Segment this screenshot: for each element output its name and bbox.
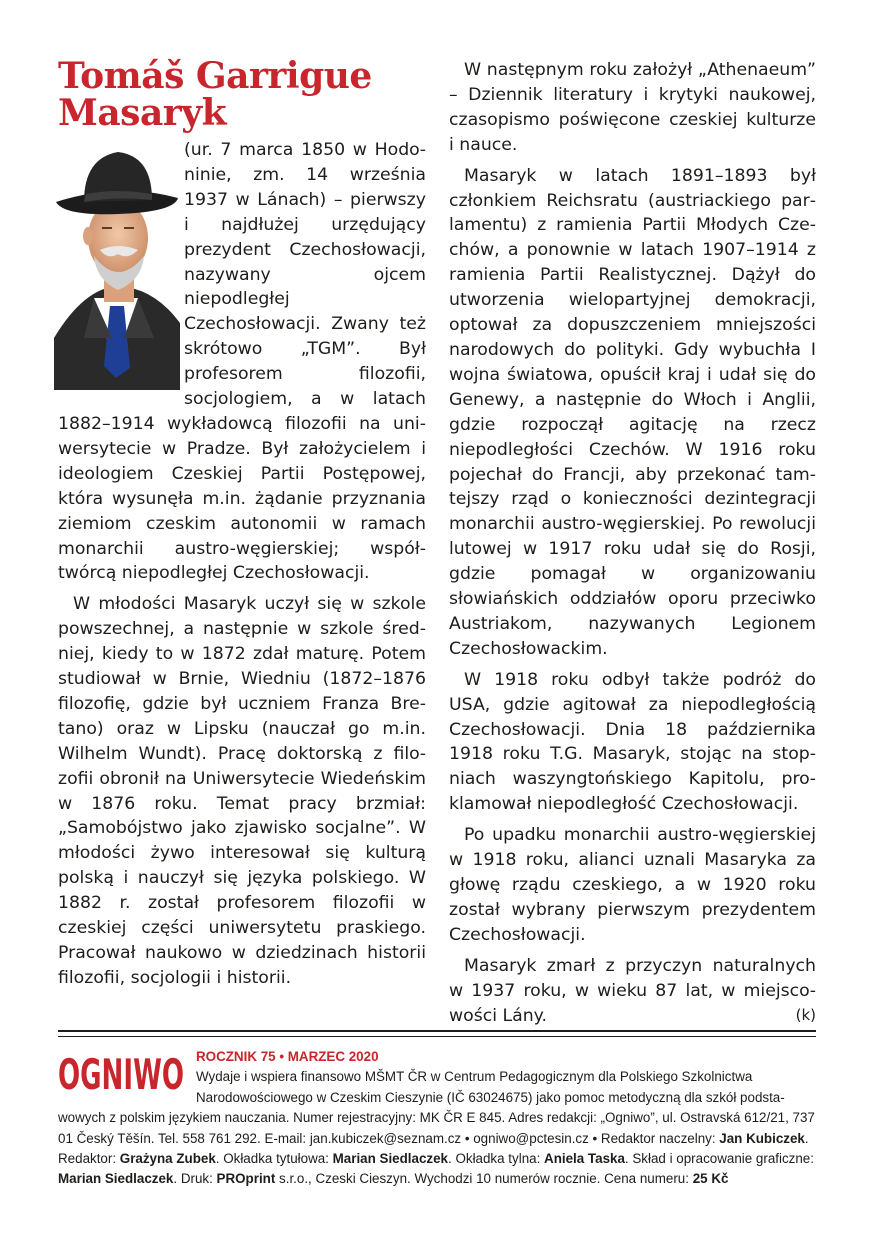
author-signature: (k) bbox=[795, 1006, 816, 1025]
ogniwo-logo-mark bbox=[58, 1047, 186, 1097]
imprint-text: Wydaje i wspiera finansowo MŠMT ČR w Centrum Pedagogicznym dla Polskiego Szkolnictwa Narodowościowego w Czeskim Cieszynie (IČ 63024675) jako pomoc metodyczną dla szkół podstawowych z polskim językiem nauczania. Numer rejestracyjny: MK ČR E 845. Adres redakcji: „Ogniwo”, ul. Ostravská 612/21, 737 01 Český Těšín. Tel. 558 761 292. E-mail: jan.kubiczek@seznam.cz • ogniwo@pctesin.cz • Redaktor naczelny: bbox=[58, 1069, 815, 1146]
editor-label: . Redaktor: bbox=[58, 1130, 809, 1167]
layout-label: . Skład i opracowanie graficzne: bbox=[624, 1151, 814, 1167]
layout-author: Marian Siedlaczek bbox=[58, 1171, 174, 1187]
intro-paragraph: (ur. 7 marca 1850 w Hodoninie, zm. 14 września 1937 w Lánach) – pierwszy i najdłużej urzędujący prezydent Czechosłowacji, nazywany ojcem niepodległej Czechosłowacji. Zwany też skrótowo „TGM”. Był profesorem filozofii, socjologiem, a w latach 1882–1914 wykładowcą filozofii na uniwersytecie w Pradze. Był założycielem i ideologiem Czeskiej Partii Postępowej, która wysunęła m.in. żądanie przyznania ziemiom czeskim autonomii w ramach monarchii austro-węgierskiej; współtwórcą niepodległej Czechosłowacji. bbox=[58, 140, 426, 584]
back-cover-label: . Okładka tylna: bbox=[448, 1151, 545, 1167]
imprint-tail: s.r.o., Czeski Cieszyn. Wychodzi 10 numerów rocznie. Cena numeru: bbox=[275, 1171, 693, 1187]
article-title: Tomáš Garrigue Masaryk bbox=[58, 55, 372, 134]
cover-label: . Okładka tytułowa: bbox=[215, 1151, 333, 1167]
right-column bbox=[449, 58, 816, 1024]
masaryk-portrait bbox=[54, 138, 180, 390]
issue-price: 25 Kč bbox=[692, 1171, 729, 1187]
issue-header: ROCZNIK 75 • MARZEC 2020 bbox=[196, 1049, 379, 1064]
print-label: . Druk: bbox=[173, 1171, 217, 1187]
footer-divider-thick bbox=[58, 1030, 816, 1032]
youth-paragraph: W młodości Masaryk uczył się w szkole powszechnej, a następnie w szkole średniej, kiedy to w 1872 zdał maturę. Potem studiował w Brnie, Wiedniu (1872–1876 filozofię, gdzie był uczniem Franza Bretano) oraz w Lipsku (nauczał go m.in. Wilhelm Wundt). Pracę doktorską z filozofii obronił na Uniwersytecie Wiedeńskim w 1876 roku. Temat pracy brzmiał: „Samobójstwo jako zjawisko socjalne”. W młodości żywo interesował się kulturą polską i nauczył się języka polskiego. W 1882 r. został profesorem filozofii w czeskiej części uniwersytetu praskiego. Pracował naukowo w dziedzinach historii filozofii, socjologii i historii. bbox=[58, 594, 426, 988]
logo-wordmark: OGNIWO bbox=[58, 1050, 184, 1097]
back-cover-author: Aniela Taska bbox=[544, 1151, 625, 1167]
portrait-illustration bbox=[54, 138, 180, 390]
printer-name: PROprint bbox=[216, 1171, 276, 1187]
ogniwo-logo bbox=[58, 1047, 186, 1097]
reichsrat-paragraph: Masaryk w latach 1891–1893 był członkiem Reichsratu (austriackiego parlamentu) z ramienia Partii Młodych Czechów, a ponownie w latach 1907–1914 z ramienia Partii Realistycznej. Dążył do utworzenia wielopartyjnej demokracji, optował za dopuszczeniem mniejszości narodowych do polityki. Gdy wybuchła I wojna światowa, opuścił kraj i udał się do Genewy, a następnie do Włoch i Anglii, gdzie rozpoczął agitację na rzecz niepodległości Czechów. W 1916 roku pojechał do Francji, aby przekonać tamtejszy rząd o konieczności dezintegracji monarchii austro-węgierskiej. Po rewolucji lutowej w 1917 roku udał się do Rosji, gdzie pomagał w organizowaniu słowiańskich oddziałów oporu przeciwko Austriakom, nazywanych Legionem Czechosłowackim. bbox=[449, 165, 816, 659]
usa-paragraph: W 1918 roku odbył także podróż do USA, gdzie agitował za niepodległością Czechosłowacji. Dnia 18 października 1918 roku T.G. Masaryk, stojąc na stopniach waszyngtońskiego Kapitolu, proklamował niepodległość Czechosłowacji. bbox=[449, 669, 816, 815]
editor-name: Grażyna Zubek bbox=[119, 1151, 216, 1167]
president-paragraph: Po upadku monarchii austro-węgierskiej w 1918 roku, alianci uznali Masaryka za głowę rządu czeskiego, a w 1920 roku został wybrany pierwszym prezydentem Czechosłowacji. bbox=[449, 825, 816, 945]
cover-author: Marian Siedlaczek bbox=[332, 1151, 449, 1167]
chief-editor: Jan Kubiczek bbox=[719, 1130, 805, 1146]
footer-divider-thin bbox=[58, 1036, 816, 1037]
athenaeum-paragraph: W następnym roku założył „Athenaeum” – Dziennik literatury i krytyki naukowej, czasopismo poświęcone czeskiej kulturze i nauce. bbox=[449, 60, 816, 155]
imprint-footer bbox=[58, 1047, 816, 1190]
death-paragraph: Masaryk zmarł z przyczyn naturalnych w 1937 roku, w wieku 87 lat, w miejscowości Lány. bbox=[449, 955, 816, 1026]
left-column bbox=[58, 55, 426, 991]
